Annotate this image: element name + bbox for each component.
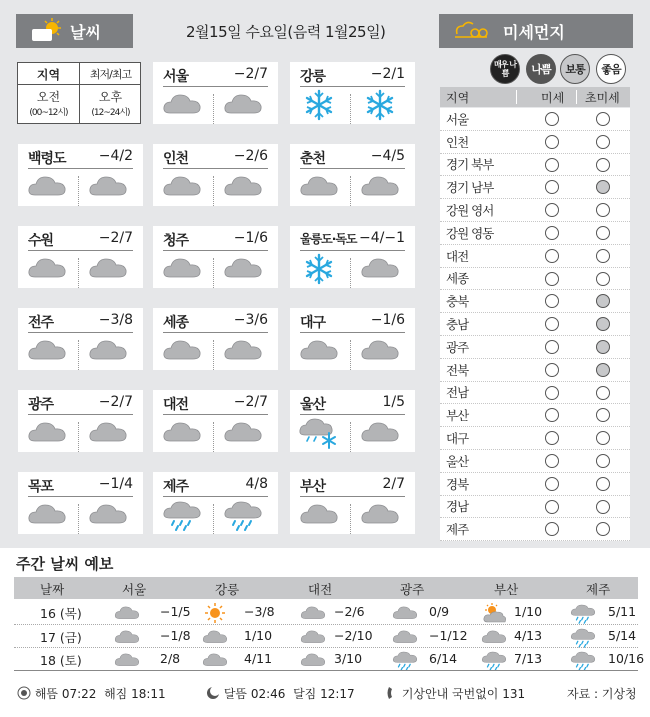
weekly-row <box>14 624 638 646</box>
cloud-rain-icon <box>570 603 596 623</box>
city-name: 울릉도·독도 <box>300 232 357 246</box>
city-name: 광주 <box>28 397 54 413</box>
cloud-icon <box>27 499 67 531</box>
city-underline <box>28 332 133 333</box>
city-name: 강릉 <box>300 69 326 85</box>
cloud-icon <box>223 417 263 449</box>
cloud-icon <box>223 89 263 121</box>
am-pm-divider <box>213 176 214 206</box>
city-cell <box>290 144 415 206</box>
cloud-icon <box>162 253 202 285</box>
cloud-snow-icon <box>299 417 339 449</box>
cloud-icon <box>360 499 400 531</box>
city-underline <box>300 414 405 415</box>
dust-region: 충북 <box>446 294 469 310</box>
weekly-temp: −3/8 <box>244 604 275 619</box>
sunset-label: 해짐 <box>104 687 128 701</box>
city-cell <box>18 144 143 206</box>
dust-level-badge: 보통 <box>560 54 590 84</box>
pm10-level-icon <box>545 477 559 491</box>
dust-row <box>440 176 630 199</box>
dust-region: 강원 영동 <box>446 225 494 241</box>
dust-region: 충남 <box>446 317 469 333</box>
legend-am <box>18 85 80 123</box>
city-name: 청주 <box>163 233 189 249</box>
dust-level-badge: 나쁨 <box>526 54 556 84</box>
cloud-icon <box>88 417 128 449</box>
city-cell <box>18 390 143 452</box>
city-temp: −2/7 <box>98 230 133 246</box>
am-pm-divider <box>350 258 351 288</box>
city-cell <box>290 390 415 452</box>
pm25-level-icon <box>596 454 610 468</box>
city-name: 서울 <box>163 69 189 85</box>
am-pm-divider <box>213 94 214 124</box>
weekly-city-header: 강릉 <box>215 582 240 597</box>
pm10-level-icon <box>545 112 559 126</box>
source-text: 자료 : 기상청 <box>567 687 637 701</box>
am-pm-divider <box>78 258 79 288</box>
pm25-level-icon <box>596 249 610 263</box>
legend-region: 지역 <box>18 63 80 85</box>
pm25-level-icon <box>596 294 610 308</box>
weekly-bottom-line <box>14 670 638 671</box>
pm10-level-icon <box>545 158 559 172</box>
am-pm-divider <box>78 176 79 206</box>
dust-region: 전북 <box>446 362 469 378</box>
legend-key <box>17 62 141 124</box>
city-underline <box>28 168 133 169</box>
cloud-icon <box>88 171 128 203</box>
moonrise-time: 02:46 <box>250 687 286 701</box>
hotline-text: 기상안내 국번없이 131 <box>401 687 526 701</box>
cloud-icon <box>162 89 202 121</box>
pm10-level-icon <box>545 180 559 194</box>
dust-row <box>440 313 630 336</box>
city-name: 백령도 <box>28 151 66 167</box>
pm10-level-icon <box>545 363 559 377</box>
pm10-level-icon <box>545 249 559 263</box>
dust-region: 강원 영서 <box>446 203 494 219</box>
weekly-temp: 0/9 <box>429 604 450 619</box>
weekly-temp: −2/10 <box>334 628 373 643</box>
dust-row <box>440 290 630 313</box>
am-pm-divider <box>350 422 351 452</box>
city-cell <box>18 226 143 288</box>
sunrise-label: 해뜸 <box>34 687 59 701</box>
weekly-temp: −2/6 <box>334 604 365 619</box>
dust-region: 울산 <box>446 453 469 469</box>
weekly-temp: 4/11 <box>244 651 273 666</box>
city-temp: −1/6 <box>233 230 268 246</box>
city-underline <box>28 250 133 251</box>
city-temp: 2/7 <box>382 476 405 492</box>
pm10-level-icon <box>545 135 559 149</box>
dust-region: 대전 <box>446 248 469 264</box>
dust-row <box>440 427 630 450</box>
city-temp: −4/2 <box>98 148 133 164</box>
dust-level-legend <box>486 54 630 82</box>
dust-header-pm10: 미세 <box>541 91 565 105</box>
city-cell <box>290 472 415 534</box>
cloud-icon <box>27 171 67 203</box>
city-temp: −3/8 <box>98 312 133 328</box>
city-name: 춘천 <box>300 151 326 167</box>
cloud-rain-icon <box>162 499 202 531</box>
cloud-icon <box>360 417 400 449</box>
pm25-level-icon <box>596 112 610 126</box>
dust-tab <box>439 14 633 48</box>
dust-region: 경북 <box>446 476 469 492</box>
weekly-city-header: 광주 <box>400 582 425 597</box>
dust-row <box>440 473 630 496</box>
city-name: 대구 <box>300 315 326 331</box>
pm10-level-icon <box>545 340 559 354</box>
pm25-level-icon <box>596 317 610 331</box>
dust-row <box>440 496 630 519</box>
cloud-icon <box>223 335 263 367</box>
dust-row <box>440 154 630 177</box>
city-underline <box>28 414 133 415</box>
sunrise-info <box>17 685 166 702</box>
weekly-temp: 5/14 <box>608 628 637 643</box>
city-temp: −2/6 <box>233 148 268 164</box>
dust-region: 대구 <box>446 431 469 447</box>
city-underline <box>28 496 133 497</box>
dust-region: 광주 <box>446 339 469 355</box>
city-name: 울산 <box>300 397 326 413</box>
cloud-rain-icon <box>570 650 596 670</box>
city-temp: −3/6 <box>233 312 268 328</box>
legend-am-hours: (00~12시) <box>29 108 68 118</box>
city-cell <box>153 390 278 452</box>
am-pm-divider <box>78 504 79 534</box>
moon-icon <box>206 686 220 700</box>
cloud-icon <box>114 627 140 647</box>
hotline-info <box>386 685 525 702</box>
weekly-temp: 3/10 <box>334 651 363 666</box>
am-pm-divider <box>213 258 214 288</box>
weekly-temp: 5/11 <box>608 604 637 619</box>
cloud-icon <box>27 417 67 449</box>
dust-header-pm25: 초미세 <box>585 91 620 105</box>
pm25-level-icon <box>596 226 610 240</box>
am-pm-divider <box>78 422 79 452</box>
pm25-level-icon <box>596 135 610 149</box>
weekly-temp: 6/14 <box>429 651 458 666</box>
weekly-header-date: 날짜 <box>40 582 65 597</box>
dust-region: 제주 <box>446 522 469 538</box>
city-temp: −1/4 <box>98 476 133 492</box>
city-name: 부산 <box>300 479 326 495</box>
weather-title: 날씨 <box>70 22 101 42</box>
pm10-level-icon <box>545 226 559 240</box>
dust-row <box>440 131 630 154</box>
city-name: 인천 <box>163 151 189 167</box>
moonset-label: 달짐 <box>293 687 317 701</box>
dust-region: 세종 <box>446 271 469 287</box>
cloud-rain-icon <box>223 499 263 531</box>
dust-header-region: 지역 <box>446 91 470 105</box>
city-name: 수원 <box>28 233 54 249</box>
pm25-level-icon <box>596 180 610 194</box>
legend-minmax: 최저/최고 <box>80 63 141 85</box>
pm25-level-icon <box>596 408 610 422</box>
sun-icon <box>202 603 228 623</box>
city-temp: −2/7 <box>98 394 133 410</box>
pm10-level-icon <box>545 431 559 445</box>
cloud-icon <box>223 171 263 203</box>
cloud-icon <box>202 627 228 647</box>
city-name: 목포 <box>28 479 54 495</box>
dust-row <box>440 404 630 427</box>
weekly-temp: 2/8 <box>160 651 181 666</box>
cloud-icon <box>299 499 339 531</box>
cloud-rain-icon <box>392 650 418 670</box>
city-underline <box>163 86 268 87</box>
am-pm-divider <box>213 504 214 534</box>
city-name: 대전 <box>163 397 189 413</box>
pm25-level-icon <box>596 272 610 286</box>
dust-region: 서울 <box>446 111 469 127</box>
dust-region: 전남 <box>446 385 469 401</box>
moonrise-label: 달뜸 <box>223 687 248 701</box>
dust-row <box>440 450 630 473</box>
pm25-level-icon <box>596 477 610 491</box>
city-temp: −4/5 <box>370 148 405 164</box>
cloud-icon <box>223 253 263 285</box>
cloud-icon <box>27 335 67 367</box>
city-temp: −2/7 <box>233 394 268 410</box>
dust-header-divider <box>576 90 577 104</box>
pm25-level-icon <box>596 522 610 536</box>
pm10-level-icon <box>545 500 559 514</box>
sun-icon <box>17 686 31 700</box>
city-cell <box>153 62 278 124</box>
pm10-level-icon <box>545 386 559 400</box>
cloud-icon <box>202 650 228 670</box>
am-pm-divider <box>350 504 351 534</box>
city-cell <box>153 226 278 288</box>
weekly-temp: 10/16 <box>608 651 645 666</box>
pm10-level-icon <box>545 454 559 468</box>
weekly-city-header: 대전 <box>308 582 333 597</box>
cloud-icon <box>392 603 418 623</box>
weekly-row <box>14 601 638 623</box>
dust-row <box>440 518 630 541</box>
city-name: 제주 <box>163 479 189 495</box>
weekly-title: 주간 날씨 예보 <box>16 555 114 573</box>
cloud-icon <box>299 335 339 367</box>
weekly-temp: −1/5 <box>160 604 191 619</box>
weekly-temp: 4/13 <box>514 628 543 643</box>
dust-row <box>440 245 630 268</box>
city-underline <box>163 496 268 497</box>
cloud-icon <box>162 335 202 367</box>
pm25-level-icon <box>596 500 610 514</box>
snow-icon <box>299 253 339 285</box>
dust-row <box>440 382 630 405</box>
dust-table-header <box>440 87 630 107</box>
sunrise-time: 07:22 <box>61 687 97 701</box>
weekly-temp: 1/10 <box>514 604 543 619</box>
city-cell <box>153 308 278 370</box>
city-underline <box>300 496 405 497</box>
dust-icon <box>453 20 489 42</box>
cloud-icon <box>88 253 128 285</box>
city-temp: 4/8 <box>245 476 268 492</box>
city-underline <box>163 414 268 415</box>
cloud-icon <box>360 253 400 285</box>
weekly-row <box>14 647 645 669</box>
weekly-date: 16 (목) <box>40 606 82 621</box>
pm10-level-icon <box>545 522 559 536</box>
weekly-temp: −1/12 <box>429 628 468 643</box>
am-pm-divider <box>350 176 351 206</box>
city-temp: −2/7 <box>233 66 268 82</box>
cloud-icon <box>299 171 339 203</box>
phone-icon <box>386 686 398 700</box>
pm25-level-icon <box>596 158 610 172</box>
city-cell <box>153 472 278 534</box>
weekly-date: 17 (금) <box>40 630 82 645</box>
cloud-icon <box>300 650 326 670</box>
city-cell <box>18 308 143 370</box>
cloud-icon <box>114 603 140 623</box>
dust-region: 경기 남부 <box>446 180 494 196</box>
sunset-time: 18:11 <box>131 687 166 701</box>
weather-tab <box>16 14 133 48</box>
weekly-city-header: 제주 <box>586 582 611 597</box>
pm10-level-icon <box>545 408 559 422</box>
city-underline <box>300 86 405 87</box>
city-temp: −4/−1 <box>359 230 405 246</box>
dust-header-divider <box>516 90 517 104</box>
dust-level-badge: 매우 나쁨 <box>490 54 520 84</box>
city-name: 전주 <box>28 315 54 331</box>
cloud-icon <box>300 603 326 623</box>
dust-row <box>440 268 630 291</box>
pm10-level-icon <box>545 317 559 331</box>
city-temp: −1/6 <box>370 312 405 328</box>
legend-pm-label: 오후 <box>98 90 123 104</box>
cloud-icon <box>481 627 507 647</box>
forecast-date: 2월15일 수요일(음력 1월25일) <box>186 23 386 41</box>
pm25-level-icon <box>596 363 610 377</box>
city-cell <box>290 62 415 124</box>
cloud-icon <box>162 417 202 449</box>
sun-cloud-icon <box>30 18 64 44</box>
weekly-city-header: 서울 <box>122 582 147 597</box>
snow-icon <box>299 89 339 121</box>
am-pm-divider <box>350 340 351 370</box>
city-cell <box>153 144 278 206</box>
am-pm-divider <box>213 340 214 370</box>
cloud-icon <box>88 335 128 367</box>
city-cell <box>290 308 415 370</box>
moonrise-info <box>206 685 355 702</box>
cloud-rain-icon <box>481 650 507 670</box>
dust-row <box>440 222 630 245</box>
weekly-date: 18 (토) <box>40 653 82 668</box>
sun-cloud-icon <box>481 603 507 623</box>
city-underline <box>300 332 405 333</box>
dust-region: 부산 <box>446 408 469 424</box>
pm25-level-icon <box>596 431 610 445</box>
legend-pm <box>80 85 141 123</box>
city-name: 세종 <box>163 315 189 331</box>
dust-region: 경남 <box>446 499 469 515</box>
legend-am-label: 오전 <box>36 90 61 104</box>
dust-region: 경기 북부 <box>446 157 494 173</box>
dust-title: 미세먼지 <box>503 22 565 42</box>
cloud-icon <box>392 627 418 647</box>
pm25-level-icon <box>596 203 610 217</box>
cloud-icon <box>300 627 326 647</box>
pm25-level-icon <box>596 386 610 400</box>
am-pm-divider <box>213 422 214 452</box>
city-underline <box>300 168 405 169</box>
city-cell <box>290 226 415 288</box>
cloud-icon <box>88 499 128 531</box>
city-temp: −2/1 <box>370 66 405 82</box>
dust-region: 인천 <box>446 134 469 150</box>
pm10-level-icon <box>545 294 559 308</box>
cloud-icon <box>27 253 67 285</box>
city-underline <box>300 250 405 251</box>
cloud-rain-icon <box>570 627 596 647</box>
dust-row <box>440 199 630 222</box>
am-pm-divider <box>78 340 79 370</box>
cloud-icon <box>360 171 400 203</box>
weekly-city-header: 부산 <box>494 582 519 597</box>
city-underline <box>163 332 268 333</box>
weekly-temp: −1/8 <box>160 628 191 643</box>
pm25-level-icon <box>596 340 610 354</box>
cloud-icon <box>162 171 202 203</box>
dust-row <box>440 336 630 359</box>
snow-icon <box>360 89 400 121</box>
city-underline <box>163 168 268 169</box>
city-cell <box>18 472 143 534</box>
cloud-icon <box>114 650 140 670</box>
city-temp: 1/5 <box>382 394 405 410</box>
cloud-icon <box>360 335 400 367</box>
dust-level-badge: 좋음 <box>596 54 626 84</box>
pm10-level-icon <box>545 203 559 217</box>
legend-pm-hours: (12~24시) <box>91 108 130 118</box>
am-pm-divider <box>350 94 351 124</box>
city-underline <box>163 250 268 251</box>
weekly-temp: 1/10 <box>244 628 273 643</box>
dust-row <box>440 108 630 131</box>
pm10-level-icon <box>545 272 559 286</box>
weekly-temp: 7/13 <box>514 651 543 666</box>
moonset-time: 12:17 <box>320 687 355 701</box>
dust-row <box>440 359 630 382</box>
